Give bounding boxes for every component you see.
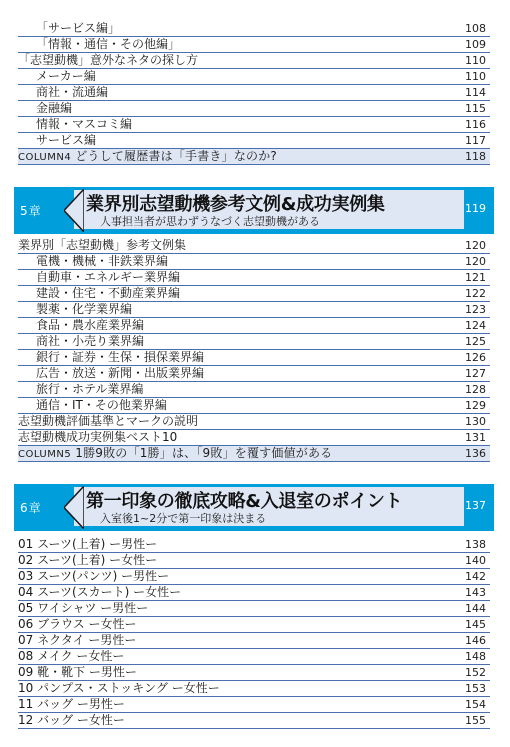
toc-entry[interactable] [18, 37, 490, 53]
toc-entry-label: 旅行・ホテル業界編 [36, 382, 144, 396]
chapter-number: 6章 [20, 501, 42, 515]
toc-entry-page: 143 [465, 586, 486, 599]
toc-entry[interactable] [18, 286, 490, 302]
toc-entry[interactable] [18, 681, 490, 697]
toc-entry-label: 06 ブラウス ー女性ー [18, 617, 137, 631]
toc-entry-page: 144 [465, 602, 486, 615]
toc-entry[interactable] [18, 697, 490, 713]
toc-entry-label: 通信・IT・その他業界編 [36, 398, 167, 412]
toc-entry-page: 126 [465, 351, 486, 364]
toc-entry[interactable] [18, 270, 490, 286]
toc-entry-page: 109 [465, 38, 486, 51]
toc-entry[interactable] [18, 601, 490, 617]
toc-entry[interactable] [18, 382, 490, 398]
toc-entry-page: 110 [465, 70, 486, 83]
toc-entry-page: 120 [465, 255, 486, 268]
chevron-left-icon [64, 486, 84, 529]
chapter-title: 第一印象の徹底攻略&入退室のポイント [86, 491, 403, 512]
toc-entry-label: 12 バッグ ー女性ー [18, 713, 125, 727]
toc-entry[interactable] [18, 617, 490, 633]
toc-entry-label: 広告・放送・新聞・出版業界編 [36, 366, 205, 380]
chapter-banner[interactable] [14, 187, 494, 234]
toc-entry[interactable] [18, 53, 490, 69]
toc-entry-label: 製薬・化学業界編 [36, 302, 133, 316]
toc-entry-label: サービス編 [36, 133, 97, 147]
column-entry-label [18, 446, 332, 462]
chapter-number: 5章 [20, 204, 42, 218]
toc-entry-label: 銀行・証券・生保・損保業界編 [36, 350, 205, 364]
chapter-subtitle: 入室後1~2分で第一印象は決まる [100, 512, 267, 525]
toc-entry-label: 09 靴・靴下 ー男性ー [18, 665, 137, 679]
toc-entry[interactable] [18, 665, 490, 681]
toc-entry-page: 110 [465, 54, 486, 67]
toc-entry-label: 商社・小売り業界編 [36, 334, 145, 348]
toc-entry-page: 155 [465, 714, 486, 727]
toc-entry-label: 11 バッグ ー男性ー [18, 697, 125, 711]
toc-entry[interactable] [18, 398, 490, 414]
toc-entry-label: 04 スーツ(スカート) ー女性ー [18, 585, 182, 599]
toc-entry-page: 114 [465, 86, 486, 99]
toc-entry-label: 金融編 [36, 101, 73, 115]
toc-entry-page: 142 [465, 570, 486, 583]
toc-entry-label: 03 スーツ(パンツ) ー男性ー [18, 569, 170, 583]
toc-entry[interactable] [18, 649, 490, 665]
column-entry-label [18, 149, 277, 165]
toc-entry[interactable] [18, 85, 490, 101]
toc-entry[interactable] [18, 21, 490, 37]
toc-entry-label: 電機・機械・非鉄業界編 [36, 254, 169, 268]
toc-entry[interactable] [18, 350, 490, 366]
toc-entry[interactable] [18, 537, 490, 553]
column-tag: COLUMN4 [18, 152, 72, 163]
column-entry-page: 136 [465, 447, 486, 460]
toc-entry[interactable] [18, 414, 490, 430]
toc-entry-page: 138 [465, 538, 486, 551]
toc-entry-label: 情報・マスコミ編 [36, 117, 133, 131]
toc-entry-page: 130 [465, 415, 486, 428]
chevron-left-icon [64, 189, 84, 232]
toc-entry[interactable] [18, 238, 490, 254]
toc-entry-label: 05 ワイシャツ ー男性ー [18, 601, 149, 615]
toc-entry-page: 120 [465, 239, 486, 252]
toc-entry-page: 131 [465, 431, 486, 444]
toc-entry-page: 124 [465, 319, 486, 332]
toc-entry-page: 122 [465, 287, 486, 300]
toc-entry[interactable] [18, 569, 490, 585]
toc-entry-page: 108 [465, 22, 486, 35]
toc-entry-label: 自動車・エネルギー業界編 [36, 270, 181, 284]
chapter-page: 137 [465, 499, 486, 512]
toc-entry-page: 128 [465, 383, 486, 396]
toc-entry-page: 148 [465, 650, 486, 663]
toc-entry-label: 「志望動機」意外なネタの探し方 [18, 53, 199, 67]
toc-entry-label: 07 ネクタイ ー男性ー [18, 633, 137, 647]
toc-entry-page: 125 [465, 335, 486, 348]
toc-entry[interactable] [18, 117, 490, 133]
toc-entry-label: 10 パンプス・ストッキング ー女性ー [18, 681, 220, 695]
chapter-banner[interactable] [14, 484, 494, 531]
toc-entry[interactable] [18, 713, 490, 729]
toc-entry[interactable] [18, 302, 490, 318]
toc-entry-label: 「サービス編」 [36, 21, 121, 35]
toc-entry-page: 153 [465, 682, 486, 695]
chapter-title: 業界別志望動機参考文例&成功実例集 [86, 194, 385, 215]
column-entry[interactable] [18, 446, 490, 462]
toc-entry[interactable] [18, 334, 490, 350]
toc-entry[interactable] [18, 585, 490, 601]
toc-entry-label: 建設・住宅・不動産業界編 [36, 286, 181, 300]
column-text: 1勝9敗の「1勝」は、「9敗」を覆す価値がある [75, 446, 333, 460]
toc-entry-label: 「情報・通信・その他編」 [36, 37, 181, 51]
toc-entry[interactable] [18, 133, 490, 149]
toc-entry-page: 116 [465, 118, 486, 131]
toc-entry[interactable] [18, 553, 490, 569]
toc-entry[interactable] [18, 69, 490, 85]
toc-entry-page: 140 [465, 554, 486, 567]
toc-entry-label: 業界別「志望動機」参考文例集 [18, 238, 187, 252]
toc-entry[interactable] [18, 366, 490, 382]
column-text: どうして履歴書は「手書き」なのか? [75, 149, 278, 163]
toc-entry[interactable] [18, 633, 490, 649]
toc-entry[interactable] [18, 254, 490, 270]
toc-entry-label: 08 メイク ー女性ー [18, 649, 125, 663]
toc-entry-label: 01 スーツ(上着) ー男性ー [18, 537, 158, 551]
toc-entry-page: 152 [465, 666, 486, 679]
toc-entry-page: 129 [465, 399, 486, 412]
toc-entry-page: 145 [465, 618, 486, 631]
chapter-subtitle: 人事担当者が思わずうなづく志望動機がある [100, 215, 320, 228]
toc-entry-label: 02 スーツ(上着) ー女性ー [18, 553, 158, 567]
toc-entry[interactable] [18, 318, 490, 334]
toc-entry-label: メーカー編 [36, 69, 96, 83]
toc-entry[interactable] [18, 101, 490, 117]
toc-entry[interactable] [18, 430, 490, 446]
toc-entry-page: 117 [465, 134, 486, 147]
toc-entry-label: 志望動機成功実例集ベスト10 [18, 430, 178, 444]
toc-entry-page: 146 [465, 634, 486, 647]
toc-entry-label: 志望動機評価基準とマークの説明 [18, 414, 199, 428]
toc-entry-page: 115 [465, 102, 486, 115]
toc-entry-label: 商社・流通編 [36, 85, 109, 99]
toc-entry-label: 食品・農水産業界編 [36, 318, 145, 332]
toc-entry-page: 154 [465, 698, 486, 711]
column-tag: COLUMN5 [18, 449, 72, 460]
toc-entry-page: 121 [465, 271, 486, 284]
column-entry[interactable] [18, 149, 490, 165]
toc-entry-page: 123 [465, 303, 486, 316]
toc-entry-page: 127 [465, 367, 486, 380]
chapter-page: 119 [465, 202, 486, 215]
column-entry-page: 118 [465, 150, 486, 163]
